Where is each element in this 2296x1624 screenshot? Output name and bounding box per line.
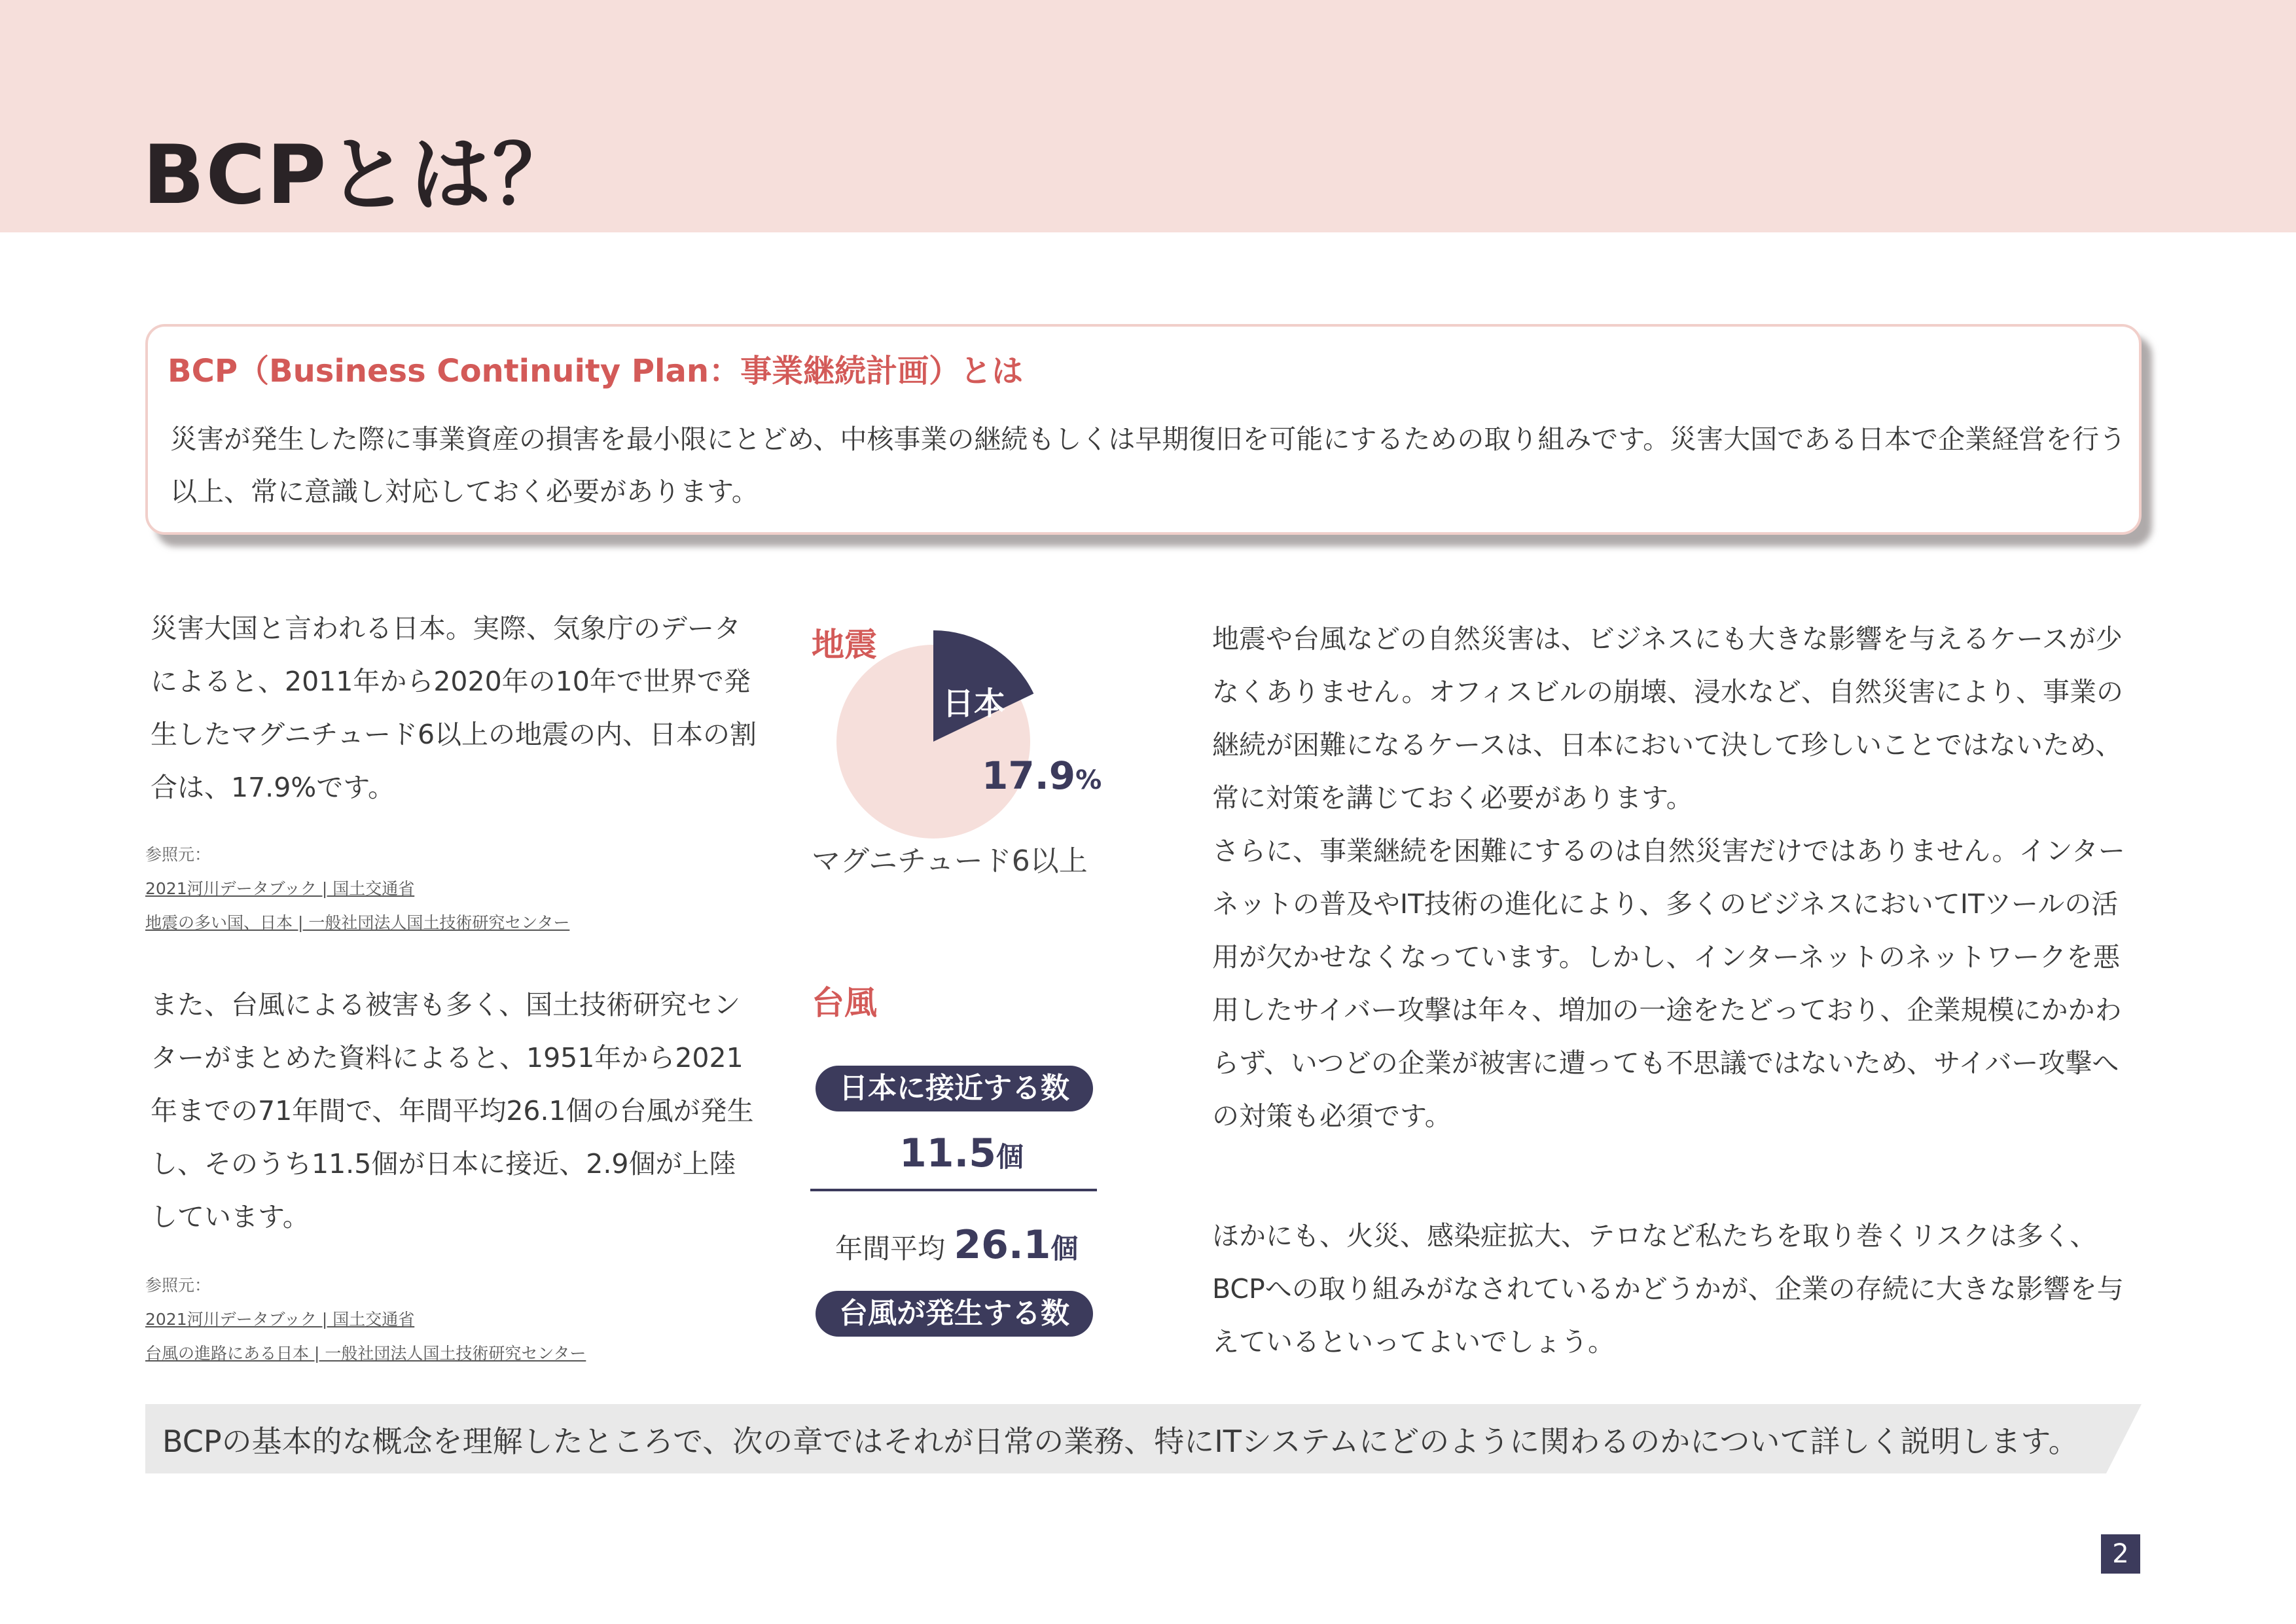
ref-link[interactable]: 台風の進路にある日本 | 一般社団法人国土技術研究センター	[145, 1344, 586, 1363]
approach-value: 11.5	[899, 1130, 997, 1176]
typhoon-label: 台風	[812, 984, 877, 1022]
annual-unit: 個	[1050, 1233, 1079, 1265]
right-paragraph-1: 地震や台風などの自然災害は、ビジネスにも大きな影響を与えるケースが少なくありません。オフィスビルの崩壊、浸水など、自然災害により、事業の継続が困難になるケースは、日本において決して珍しいことではないため、常に対策を講じておく必要があります。	[1212, 623, 2123, 814]
pie-chart	[836, 645, 1030, 839]
ref-link[interactable]: 2021河川データブック | 国土交通省	[145, 1310, 415, 1329]
typhoon-paragraph: また、台風による被害も多く、国土技術研究センターがまとめた資料によると、1951年から2021年までの71年間で、年間平均26.1個の台風が発生し、そのうち11.5個が日本に接近、2.9個が上陸しています。	[151, 989, 754, 1233]
definition-text: 災害が発生した際に事業資産の損害を最小限にとどめ、中核事業の継続もしくは早期復旧を可能にするための取り組みです。災害大国である日本で企業経営を行う以上、常に意識し対応しておく必要があります。	[170, 424, 2126, 507]
right-paragraph-2: さらに、事業継続を困難にするのは自然災害だけではありません。インターネットの普及やIT技術の進化により、多くのビジネスにおいてITツールの活用が欠かせなくなっています。しかし、インターネットのネットワークを悪用したサイバー攻撃は年々、増加の一途をたどっており、企業規模にかかわらず、いつどの企業が被害に遭っても不思議ではないため、サイバー攻撃への対策も必須です。	[1212, 835, 2125, 1132]
earthquake-references	[145, 838, 569, 940]
ref-label: 参照元：	[145, 845, 211, 864]
definition-box	[145, 324, 2142, 535]
page-title: BCPとは？	[143, 128, 575, 223]
divider	[810, 1189, 1097, 1191]
ref-link[interactable]: 地震の多い国、日本 | 一般社団法人国土技術研究センター	[145, 913, 570, 932]
typhoon-references	[145, 1269, 586, 1371]
right-paragraph-3: ほかにも、火災、感染症拡大、テロなど私たちを取り巻くリスクは多く、BCPへの取り組みがなされているかどうかが、企業の存続に大きな影響を与えているといってよいでしょう。	[1212, 1220, 2124, 1358]
page-number: 2	[2101, 1534, 2140, 1574]
approach-count-pill: 日本に接近する数	[816, 1066, 1093, 1111]
pie-chart-svg	[836, 645, 1030, 839]
ref-label: 参照元：	[145, 1276, 211, 1295]
pie-unit: %	[1075, 765, 1102, 795]
approach-count	[899, 1127, 1024, 1183]
earthquake-label: 地震	[812, 626, 877, 664]
pie-value: 17.9	[982, 753, 1076, 798]
approach-unit: 個	[996, 1141, 1024, 1173]
annual-average	[835, 1219, 1078, 1275]
ref-link[interactable]: 2021河川データブック | 国土交通省	[145, 879, 415, 898]
annual-value: 26.1	[954, 1222, 1051, 1268]
definition-title: BCP（Business Continuity Plan：事業継続計画）とは	[168, 353, 1024, 389]
earthquake-paragraph: 災害大国と言われる日本。実際、気象庁のデータによると、2011年から2020年の10年で世界で発生したマグニチュード6以上の地震の内、日本の割合は、17.9%です。	[151, 613, 757, 803]
annual-prefix: 年間平均	[835, 1233, 946, 1265]
pie-label-japan: 日本	[942, 685, 1006, 722]
pie-value-label	[982, 753, 1102, 803]
occurrence-count-pill: 台風が発生する数	[816, 1291, 1093, 1337]
summary-text: BCPの基本的な概念を理解したところで、次の章ではそれが日常の業務、特にITシステムにどのように関わるのかについて詳しく説明します。	[162, 1424, 2079, 1459]
pie-caption: マグニチュード6以上	[812, 844, 1088, 878]
